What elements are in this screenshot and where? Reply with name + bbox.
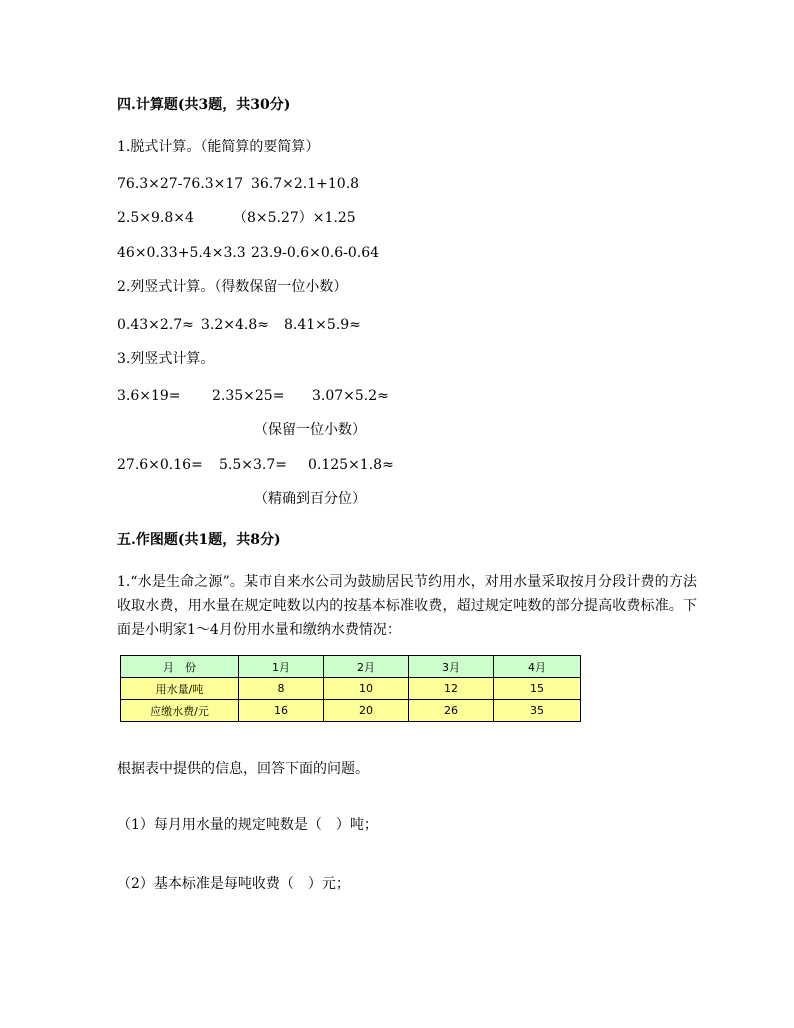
table-header-cell: 4月: [494, 656, 581, 678]
sub-question-1: （1）每月用水量的规定吨数是（ ）吨；: [117, 817, 378, 833]
table-header-cell: 1月: [239, 656, 324, 678]
instruction-text: 根据表中提供的信息，回答下面的问题。: [117, 761, 369, 777]
table-cell: 12: [409, 678, 494, 700]
table-cell: 用水量/吨: [121, 678, 239, 700]
expression: （8×5.27）×1.25: [233, 210, 356, 226]
sub-question-2: （2）基本标准是每吨收费（ ）元；: [117, 876, 350, 892]
expression: 2.5×9.8×4: [117, 210, 194, 226]
expression: 23.9-0.6×0.6-0.64: [251, 245, 380, 261]
expression: 27.6×0.16=: [117, 457, 203, 473]
expression: 3.6×19=: [117, 388, 181, 404]
expression: 0.125×1.8≈: [308, 457, 394, 473]
q3-note-2: （精确到百分位）: [254, 491, 366, 507]
expression: 5.5×3.7=: [219, 457, 287, 473]
table-header-row: [121, 656, 581, 678]
table-header-cell: 2月: [324, 656, 409, 678]
expression: 3.07×5.2≈: [312, 388, 389, 404]
table-cell: 35: [494, 700, 581, 722]
section5-heading: 五.作图题(共1题，共8分): [117, 532, 281, 548]
expression: 3.2×4.8≈: [201, 317, 269, 333]
expression: 46×0.33+5.4×3.3: [117, 245, 246, 261]
expression: 76.3×27-76.3×17: [117, 176, 244, 192]
table-cell: 10: [324, 678, 409, 700]
table-cell: 8: [239, 678, 324, 700]
expression: 0.43×2.7≈: [117, 317, 194, 333]
q1-title: 1.脱式计算。（能简算的要简算）: [117, 139, 320, 155]
table-row: [121, 678, 581, 700]
expression: 8.41×5.9≈: [284, 317, 361, 333]
table-cell: 20: [324, 700, 409, 722]
expression: 36.7×2.1+10.8: [251, 176, 360, 192]
table-cell: 15: [494, 678, 581, 700]
table-header-cell: 3月: [409, 656, 494, 678]
table-cell: 16: [239, 700, 324, 722]
table-header-cell: 月 份: [121, 656, 239, 678]
q3-title: 3.列竖式计算。: [117, 351, 215, 367]
table-row: [121, 700, 581, 722]
water-fee-table: [120, 655, 581, 722]
section4-heading: 四.计算题(共3题，共30分): [117, 97, 291, 113]
table-cell: 应缴水费/元: [121, 700, 239, 722]
q3-note-1: （保留一位小数）: [254, 422, 366, 438]
q2-title: 2.列竖式计算。（得数保留一位小数）: [117, 279, 348, 295]
problem-text: 1.“水是生命之源”。某市自来水公司为鼓励居民节约用水，对用水量采取按月分段计费的方法收取水费，用水量在规定吨数以内的按基本标准收费，超过规定吨数的部分提高收费标准。下面是小明家1～4月份用水量和缴纳水费情况：: [117, 574, 697, 638]
expression: 2.35×25=: [212, 388, 285, 404]
table-cell: 26: [409, 700, 494, 722]
